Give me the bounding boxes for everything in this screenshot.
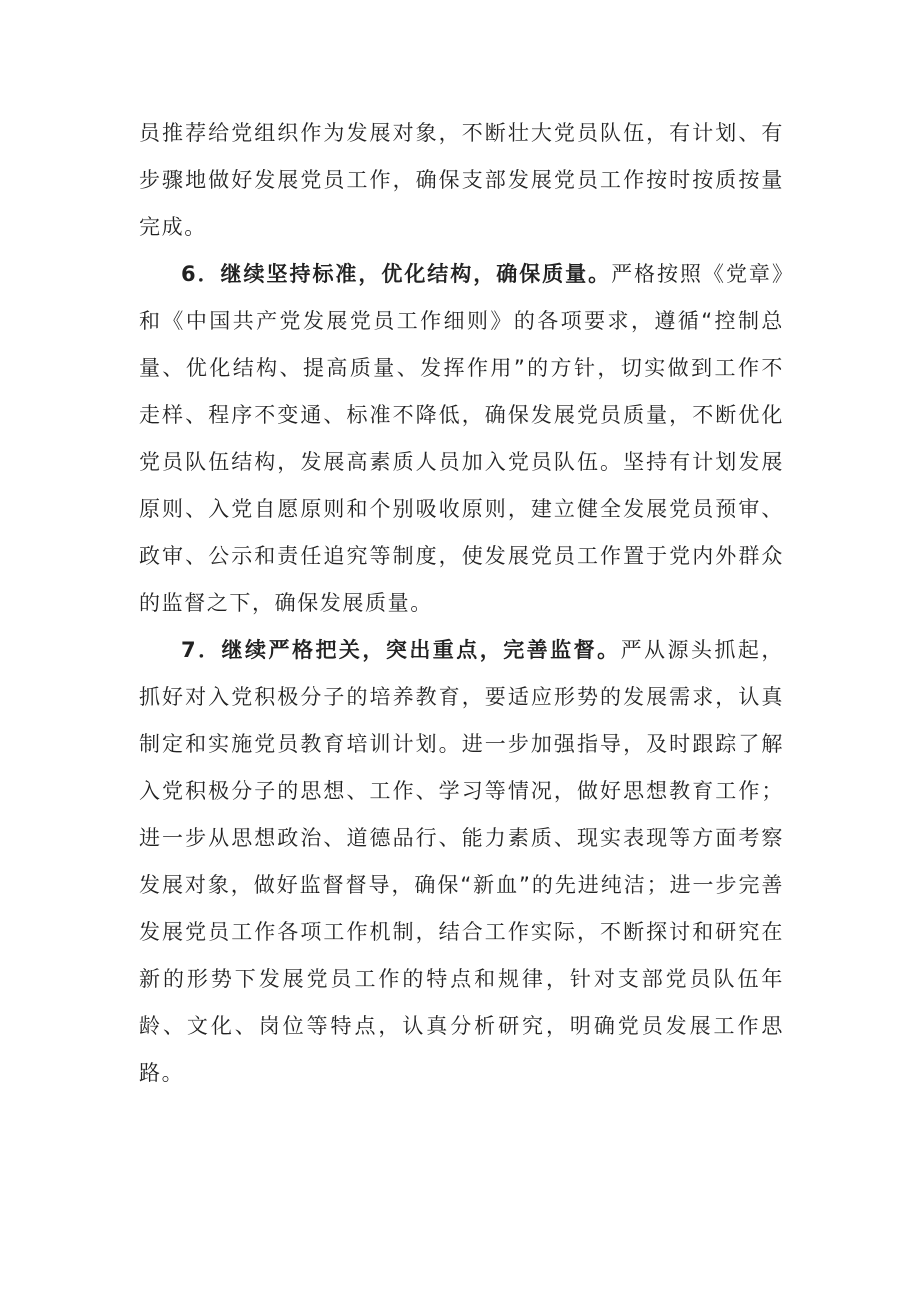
paragraph-heading: 6．继续坚持标准，优化结构，确保质量。 xyxy=(181,262,612,286)
paragraph-text: 严从源头抓起，抓好对入党积极分子的培养教育，要适应形势的发展需求，认真制定和实施党员教育培训计划。进一步加强指导，及时跟踪了解入党积极分子的思想、工作、学习等情况，做好思想教育工作；进一步从思想政治、道德品行、能力素质、现实表现等方面考察发展对象，做好监督督导，确保“新血”的先进纯洁；进一步完善发展党员工作各项工作机制，结合工作实际，不断探讨和研究在新的形势下发展党员工作的特点和规律，针对支部党员队伍年龄、文化、岗位等特点，认真分析研究，明确党员发展工作思路。 xyxy=(139,638,785,1085)
paragraph-item-7 xyxy=(139,627,784,1097)
paragraph-text: 员推荐给党组织作为发展对象，不断壮大党员队伍，有计划、有步骤地做好发展党员工作，确保支部发展党员工作按时按质按量完成。 xyxy=(139,121,784,239)
document-body xyxy=(139,110,784,1097)
paragraph-item-6 xyxy=(139,251,784,627)
paragraph-continuation xyxy=(139,110,784,251)
paragraph-text: 严格按照《党章》和《中国共产党发展党员工作细则》的各项要求，遵循“控制总量、优化结构、提高质量、发挥作用”的方针，切实做到工作不走样、程序不变通、标准不降低，确保发展党员质量，不断优化党员队伍结构，发展高素质人员加入党员队伍。坚持有计划发展原则、入党自愿原则和个别吸收原则，建立健全发展党员预审、政审、公示和责任追究等制度，使发展党员工作置于党内外群众的监督之下，确保发展质量。 xyxy=(139,262,784,615)
paragraph-heading: 7．继续严格把关，突出重点，完善监督。 xyxy=(181,638,621,662)
